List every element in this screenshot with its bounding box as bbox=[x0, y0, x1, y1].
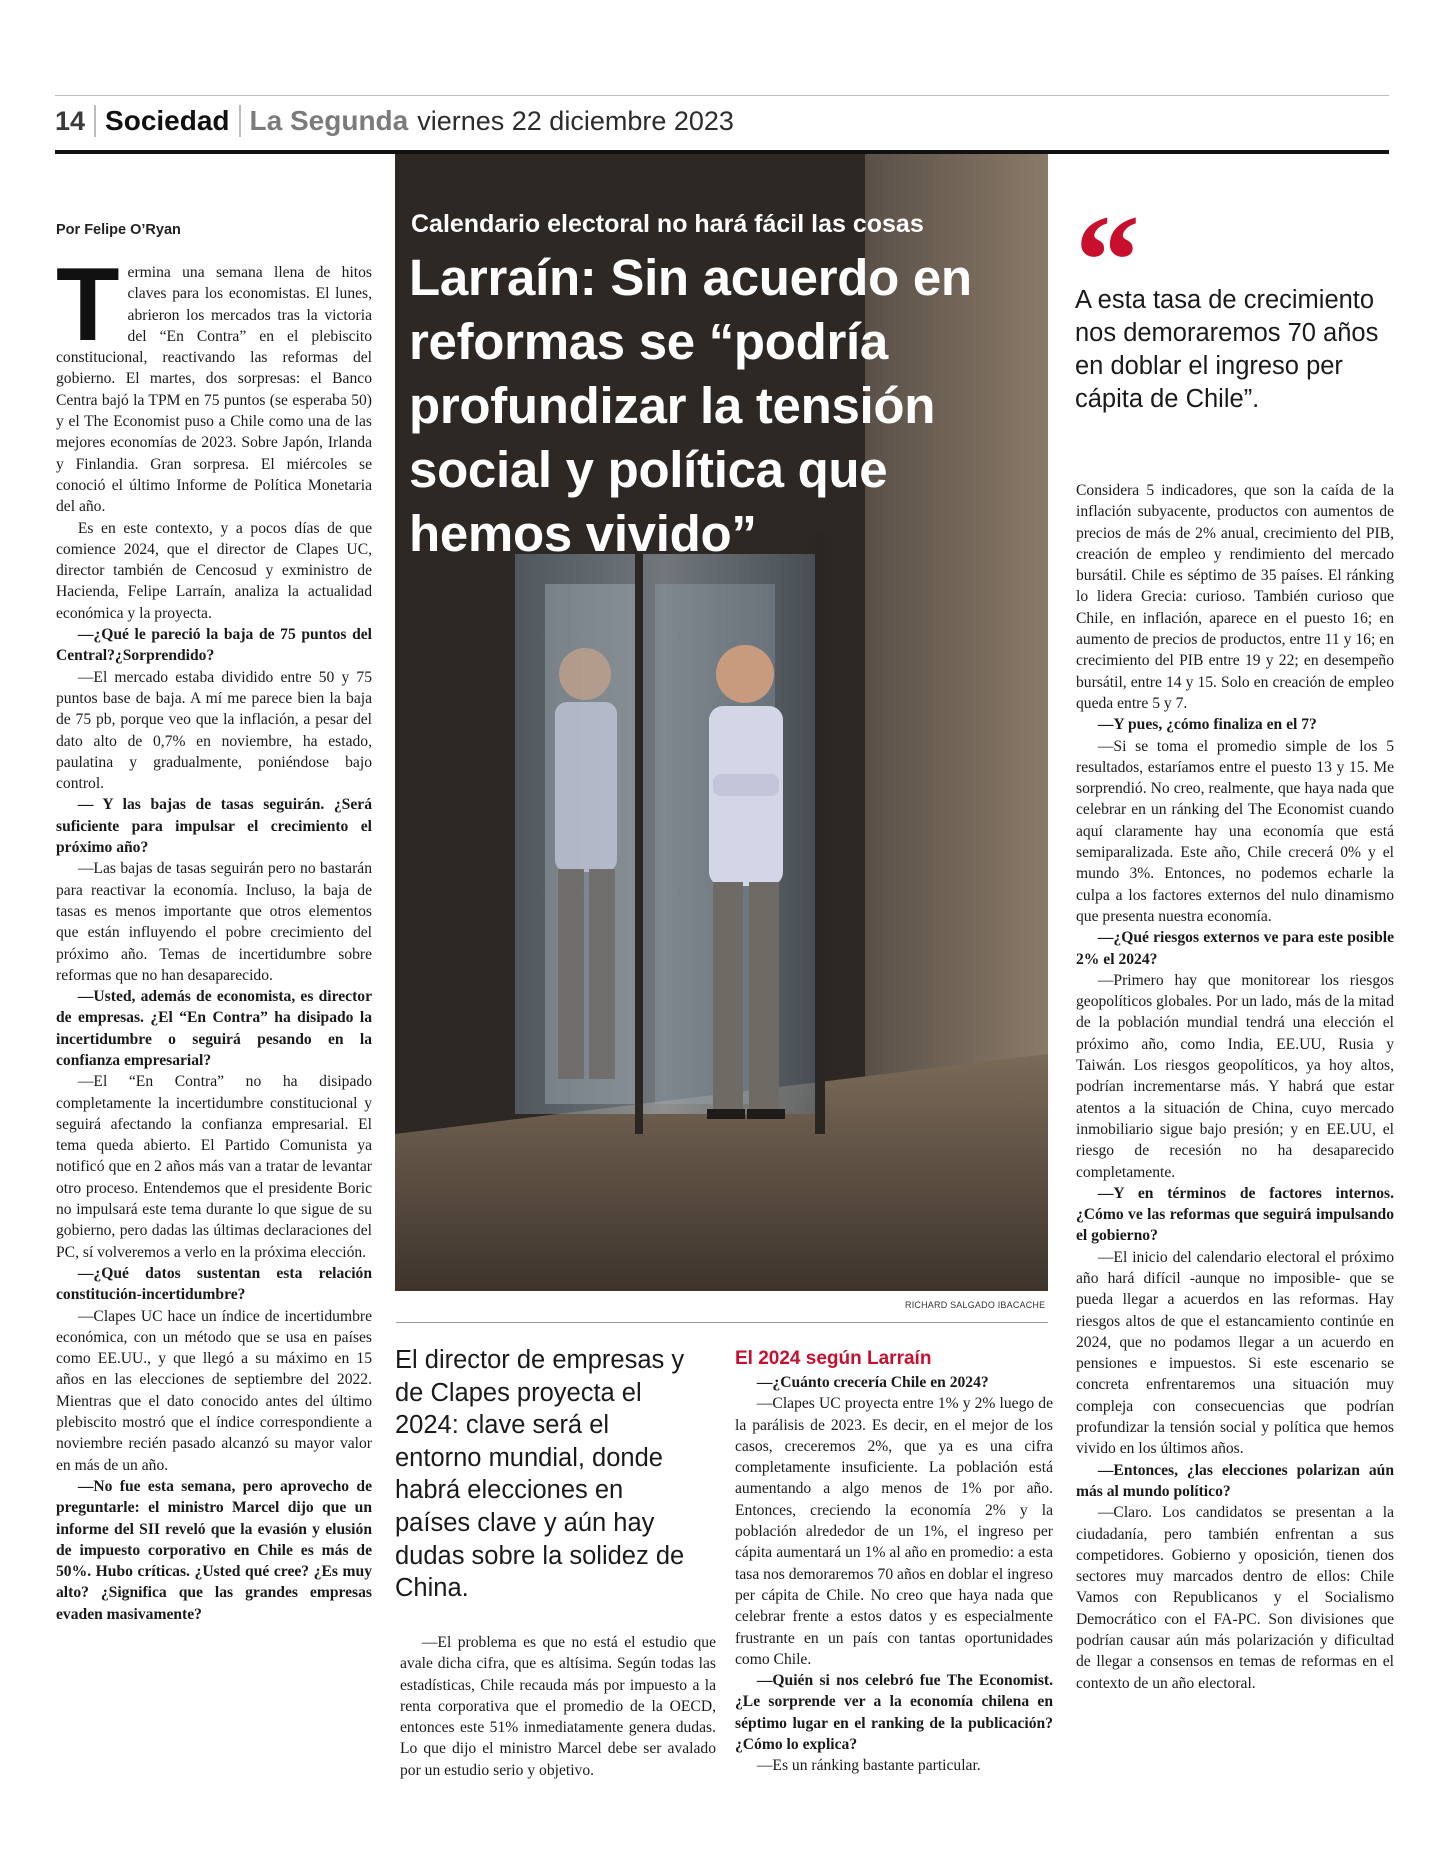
issue-date: viernes 22 diciembre 2023 bbox=[417, 105, 734, 136]
sidebox-title: El 2024 según Larraín bbox=[735, 1348, 932, 1369]
kicker: Calendario electoral no hará fácil las cosas bbox=[411, 210, 924, 238]
article-column-1 bbox=[56, 247, 372, 1625]
masthead bbox=[55, 100, 734, 142]
interview-question: —Usted, además de economista, es director de empresas. ¿El “En Contra” ha disipado la incertidumbre o seguirá pesando en la confianza empresarial? bbox=[56, 988, 372, 1069]
interview-answer: —Es un ránking bastante particular. bbox=[756, 1757, 981, 1775]
interview-question: —Y pues, ¿cómo finaliza en el 7? bbox=[1097, 716, 1317, 734]
article-column-2 bbox=[400, 1632, 716, 1781]
interview-answer: —Si se toma el promedio simple de los 5 resultados, estaríamos entre el puesto 13 y 15. Me sorprendió. No creo, realmente, que haya nada que celebrar en un ránking del The Economist cuando aquí claramente hay una economía que está semiparalizada. Este año, Chile crecerá 0% y el mundo 3%. Entonces, no podemos echarle la culpa a los factores externos del nulo dinamismo que presenta nuestra economía. bbox=[1076, 737, 1394, 925]
lead-photo bbox=[395, 154, 1048, 1291]
interview-answer: —El mercado estaba dividido entre 50 y 75 puntos base de baja. A mí me parece bien la baja de 75 pb, porque veo que la inflación, a pesar del dato alto de 0,7% en noviembre, ha estado, paulatina y gradualmente, poniéndose bajo control. bbox=[56, 668, 372, 793]
interview-question: — Y las bajas de tasas seguirán. ¿Será suficiente para impulsar el crecimiento el próximo año? bbox=[56, 796, 372, 857]
interview-answer: —Claro. Los candidatos se presentan a la ciudadanía, pero también enfrentan a sus competidores. Gobierno y oposición, tienen dos sectores muy marcados dentro de ellos: Chile Vamos con Republicanos y el Socialismo Democrático con el FA-PC. Son divisiones que podrían causar aún más polarización y dificultad de llegar a consensos en temas de reformas en el contexto de un año electoral. bbox=[1076, 1504, 1394, 1692]
interview-question: —¿Qué riesgos externos ve para este posible 2% el 2024? bbox=[1076, 929, 1394, 968]
masthead-divider bbox=[239, 105, 241, 137]
body-paragraph: Considera 5 indicadores, que son la caída de la inflación subyacente, productos con aumentos de precios de más de 2% anual, crecimiento del PIB, creación de empleo y rendimiento del mercado bursátil. Chile es séptimo de 35 países. El ránking lo lidera Grecia: curioso. También curioso que Chile, en inflación, aparece en el puesto 16; en aumento de precios de productos, entre 11 y 16; en crecimiento del PIB entre 19 y 22; en desempeño bursátil, entre 14 y 15. Solo en creación de empleo queda entre 5 y 7. bbox=[1076, 482, 1394, 712]
deck-rule bbox=[396, 1322, 1048, 1323]
body-paragraph: Es en este contexto, y a pocos días de que comience 2024, que el director de Clapes UC, director también de Cencosud y exministro de Hacienda, Felipe Larraín, analiza la actualidad económica y la proyecta. bbox=[56, 519, 372, 622]
interview-answer: —Clapes UC hace un índice de incertidumbre económica, con un método que se usa en países como EE.UU., y que llegó a su máximo en 15 años en las elecciones de septiembre del 2022. Mientras que el dato conocido antes del último plebiscito mostró que el índice correspondiente a noviembre recién pasado alcanzó su mayor valor en más de un año. bbox=[56, 1307, 372, 1474]
interview-question: —¿Cuánto crecería Chile en 2024? bbox=[756, 1374, 989, 1391]
interview-answer: —El “En Contra” no ha disipado completamente la incertidumbre constitucional y seguirá afectando la confianza empresarial. El tema queda abierto. El Partido Comunista ya notificó que en 2 años más van a tratar de levantar otro proceso. Entendemos que el presidente Boric no impulsará este tema durante lo que sigue de su gobierno, pero dadas las últimas declaraciones del PC, sí volveremos a verlo en la próxima elección. bbox=[56, 1073, 372, 1261]
interview-answer: —Clapes UC proyecta entre 1% y 2% luego de la parálisis de 2023. Es decir, en el mejor de los casos, creceremos 2%, que ya es una cifra completamente insuficiente. La población está aumentando a algo menos de 1% por año. Entonces, creciendo la economía 2% y la población alrededor de un 1%, el ingreso per cápita aumentará un 1% al año en promedio: a esta tasa nos demoraremos 70 años en doblar el ingreso per cápita de Chile. No creo que haya nada que celebrar frente a estos datos y es especialmente frustrante en un país con tantas oportunidades como Chile. bbox=[735, 1395, 1053, 1668]
top-rule bbox=[55, 95, 1389, 96]
interview-answer: —Primero hay que monitorear los riesgos geopolíticos globales. Por un lado, más de la mitad de la población mundial tendrá una elección el próximo año, como India, EE.UU, Rusia y Taiwán. Los riesgos geopolíticos, ya hoy altos, podrían incrementarse más. Y habrá que estar atentos a la situación de China, cuyo mercado inmobiliario sigue bajo presión; y en EE.UU, el riesgo de recesión no ha desaparecido completamente. bbox=[1076, 971, 1394, 1181]
interview-question: —Entonces, ¿las elecciones polarizan aún más al mundo político? bbox=[1076, 1461, 1394, 1500]
interview-question: —Quién si nos celebró fue The Economist. ¿Le sorprende ver a la economía chilena en séptimo lugar en el ranking de la publicación? ¿Cómo lo explica? bbox=[735, 1672, 1053, 1754]
quote-mark-icon: “ bbox=[1075, 189, 1140, 333]
article-column-4 bbox=[1076, 480, 1394, 1694]
interview-answer: —El problema es que no está el estudio que avale dicha cifra, que es altísima. Según todas las estadísticas, Chile recauda más por impuesto a la renta corporativa que el promedio de la OECD, entonces este 51% inmediatamente genera dudas. Lo que dijo el ministro Marcel debe ser avalado por un estudio serio y objetivo. bbox=[400, 1634, 716, 1779]
interview-question: —¿Qué datos sustentan esta relación constitución-incertidumbre? bbox=[56, 1264, 372, 1304]
photo-credit: RICHARD SALGADO IBACACHE bbox=[905, 1300, 1046, 1310]
pull-quote: A esta tasa de crecimiento nos demoraremos 70 años en doblar el ingreso per cápita de Chile”. bbox=[1075, 286, 1379, 413]
section-name: Sociedad bbox=[105, 105, 230, 136]
headline: Larraín: Sin acuerdo en reformas se “podría profundizar la tensión social y política que hemos vivido” bbox=[409, 249, 972, 562]
deck: El director de empresas y de Clapes proyecta el 2024: clave será el entorno mundial, donde habrá elecciones en países clave y aún hay dudas sobre la solidez de China. bbox=[395, 1346, 685, 1603]
page-number: 14 bbox=[55, 105, 86, 136]
masthead-divider bbox=[94, 105, 96, 137]
interview-question: —¿Qué le pareció la baja de 75 puntos del Central?¿Sorprendido? bbox=[56, 626, 372, 665]
lead-text: ermina una semana llena de hitos claves para los economistas. El lunes, abrieron los mercados tras la victoria del “En Contra” en el plebiscito constitucional, reactivando las reformas del gobierno. El martes, dos sorpresas: el Banco Centra bajó la TPM en 75 puntos (se esperaba 50) y el The Economist puso a Chile como una de las mejores economías de 2023. Sobre Japón, Irlanda y Finlandia. Gran sorpresa. El miércoles se conoció el último Informe de Política Monetaria del año. bbox=[56, 264, 372, 516]
interview-answer: —El inicio del calendario electoral el próximo año hará difícil -aunque no imposible- que se pueda llegar a acuerdos en las reformas. Hay riesgos altos de que el estancamiento continúe en 2024, que no podamos llegar a un acuerdo en pensiones e impuestos. Si este escenario se concreta enfrentaremos una situación muy compleja con consecuencias que podrían profundizar la tensión social y política que hemos vivido en los últimos años. bbox=[1076, 1248, 1394, 1458]
interview-question: —Y en términos de factores internos. ¿Cómo ve las reformas que seguirá impulsando el gobierno? bbox=[1076, 1184, 1394, 1245]
interview-question: —No fue esta semana, pero aprovecho de preguntarle: el ministro Marcel dijo que un informe del SII reveló que la evasión y elusión de impuesto corporativo en Chile es más de 50%. Hubo críticas. ¿Usted qué cree? ¿Es muy alto? ¿Significa que las grandes empresas evaden masivamente? bbox=[56, 1477, 372, 1623]
sidebox-column bbox=[735, 1372, 1053, 1777]
newspaper-name: La Segunda bbox=[249, 105, 409, 136]
interview-answer: —Las bajas de tasas seguirán pero no bastarán para reactivar la economía. Incluso, la baja de tasas es menos importante que otros elementos que están influyendo el pobre crecimiento del próximo año. Temas de incertidumbre sobre reformas que no han desaparecido. bbox=[56, 860, 372, 984]
byline: Por Felipe O’Ryan bbox=[56, 222, 181, 238]
drop-cap: T bbox=[56, 247, 120, 363]
lead-paragraph bbox=[56, 247, 372, 518]
